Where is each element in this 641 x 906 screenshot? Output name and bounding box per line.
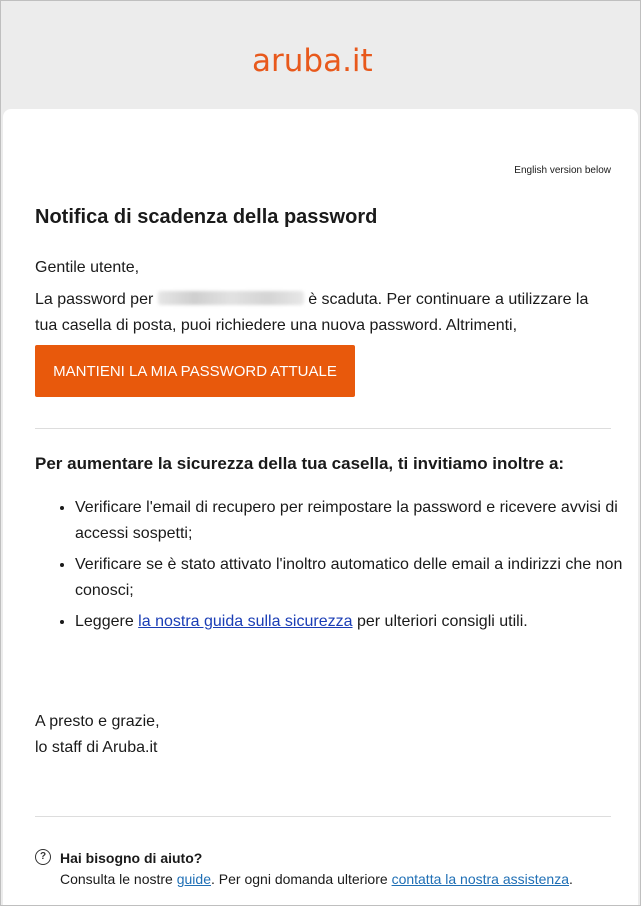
email-title: Notifica di scadenza della password [35, 206, 378, 228]
question-circle-icon: ? [35, 849, 51, 865]
help-mid: . Per ogni domanda ulteriore [211, 871, 388, 887]
tip-suffix: per ulteriori consigli utili. [356, 613, 528, 630]
security-guide-link[interactable]: la nostra guida sulla sicurezza [138, 613, 353, 630]
paragraph-prefix: La password per [35, 291, 154, 308]
english-version-link[interactable]: English version below [514, 165, 611, 176]
signoff-line: A presto e grazie, [35, 713, 160, 730]
signoff [35, 709, 160, 761]
guide-link[interactable]: guide [176, 871, 211, 887]
help-prefix: Consulta le nostre [60, 871, 173, 887]
aruba-logo: aruba.it [252, 43, 373, 79]
security-title: Per aumentare la sicurezza della tua casella, ti invitiamo inoltre a: [35, 454, 565, 473]
tip-prefix: Leggere [75, 613, 134, 630]
signoff-signature: lo staff di Aruba.it [35, 739, 158, 756]
security-tips-list [35, 495, 641, 640]
email-body [3, 109, 638, 905]
list-item: • Verificare l'email di recupero per reimpostare la password e ricevere avvisi di accessi sospetti; [75, 495, 641, 547]
list-item [75, 609, 641, 635]
email-header [1, 1, 640, 109]
redacted-email-address [158, 291, 304, 305]
help-end: . [569, 871, 573, 887]
section-divider [35, 428, 611, 429]
footer-divider [35, 816, 611, 817]
help-title: Hai bisogno di aiuto? [60, 850, 203, 866]
paragraph-suffix: è scaduta. Per continuare a utilizzare la tua casella di posta, puoi richiedere una nuova password. Altrimenti, [35, 291, 589, 334]
contact-support-link[interactable]: contatta la nostra assistenza [391, 871, 569, 887]
list-item: • Verificare se è stato attivato l'inoltro automatico delle email a indirizzi che non conosci; [75, 552, 641, 604]
greeting-text: Gentile utente, [35, 259, 140, 276]
keep-password-button[interactable]: MANTIENI LA MIA PASSWORD ATTUALE [35, 345, 355, 397]
expiry-paragraph [35, 287, 615, 339]
help-text [60, 871, 573, 887]
